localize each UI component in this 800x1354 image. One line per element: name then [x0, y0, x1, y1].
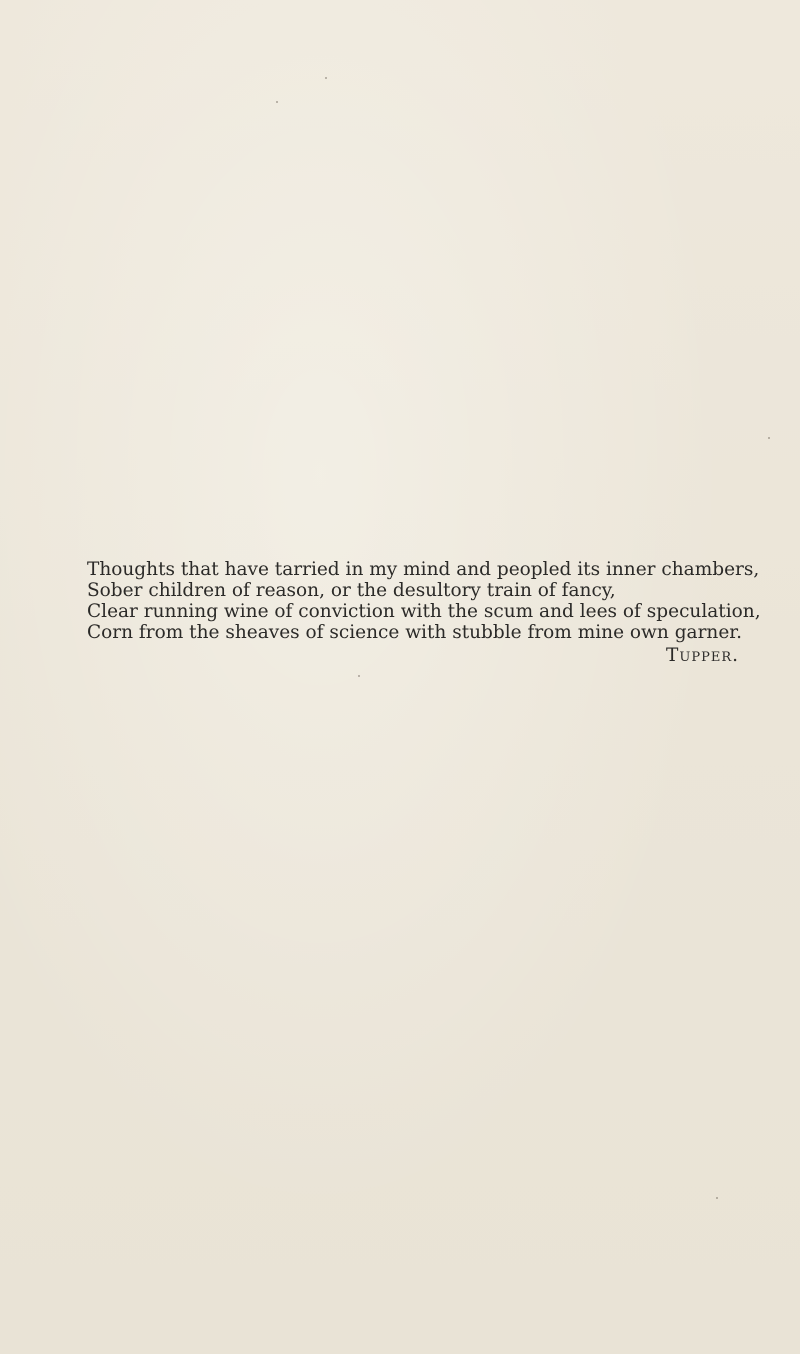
epigraph-line-2: Sober children of reason, or the desultory train of fancy, — [87, 580, 616, 601]
epigraph-attribution: Tupper. — [666, 645, 739, 666]
paper-speck — [716, 1197, 718, 1199]
paper-speck — [358, 675, 360, 677]
epigraph-line-3: Clear running wine of conviction with the scum and lees of speculation, — [87, 601, 761, 622]
paper-speck — [325, 77, 327, 79]
paper-speck — [768, 437, 770, 439]
epigraph-line-1: Thoughts that have tarried in my mind and peopled its inner chambers, — [87, 559, 760, 580]
paper-speck — [276, 101, 278, 103]
epigraph — [87, 559, 767, 668]
epigraph-line-4: Corn from the sheaves of science with stubble from mine own garner. — [87, 622, 742, 643]
